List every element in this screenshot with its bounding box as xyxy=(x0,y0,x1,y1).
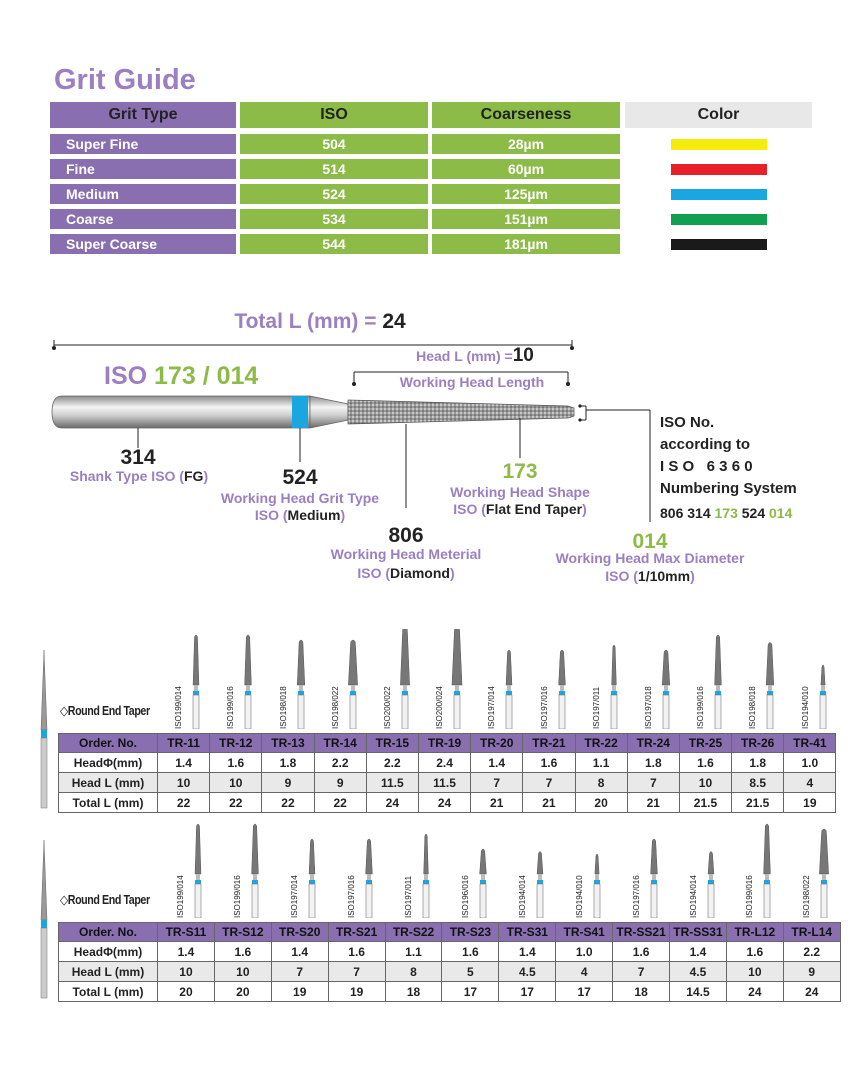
table-cell: 21 xyxy=(523,793,575,813)
table-cell: 22 xyxy=(262,793,314,813)
grit-table-row xyxy=(50,159,815,179)
bur-thumbnail xyxy=(238,629,258,729)
grit-iso-cell: 534 xyxy=(240,209,428,229)
table-cell: 1.6 xyxy=(442,942,499,962)
table-cell: 22 xyxy=(210,793,262,813)
bur-thumbnail xyxy=(343,629,363,729)
grit-color-cell xyxy=(625,234,812,254)
table-row xyxy=(58,753,836,773)
table-row xyxy=(58,773,836,793)
shape-number: 173 xyxy=(502,460,538,483)
grit-type-cell: Fine xyxy=(50,159,236,179)
iso-tag: ISO199/016 xyxy=(696,686,706,729)
table-cell: 10 xyxy=(158,773,210,793)
row-label: Order. No. xyxy=(58,922,158,942)
iso-tag: ISO197/014 xyxy=(290,875,300,918)
table-cell: TR-22 xyxy=(576,733,628,753)
grit-table-row xyxy=(50,134,815,154)
table-cell: 24 xyxy=(727,982,784,1002)
bur-thumbnail xyxy=(604,629,624,729)
table-cell: 17 xyxy=(499,982,556,1002)
table-cell: 7 xyxy=(471,773,523,793)
table-cell: 8.5 xyxy=(732,773,784,793)
iso-tag: ISO198/022 xyxy=(330,686,340,729)
table-cell: 17 xyxy=(556,982,613,1002)
iso-tag: ISO197/016 xyxy=(631,875,641,918)
grit-header-cell: Coarseness xyxy=(432,102,620,128)
table-cell: 2.4 xyxy=(419,753,471,773)
row-label: Order. No. xyxy=(58,733,158,753)
grit-table-row xyxy=(50,184,815,204)
grit-type-cell: Super Coarse xyxy=(50,234,236,254)
table-cell: 7 xyxy=(272,962,329,982)
table-cell: TR-S22 xyxy=(386,922,443,942)
grit-color-swatch xyxy=(671,239,767,250)
table-cell: 10 xyxy=(210,773,262,793)
table-cell: 11.5 xyxy=(367,773,419,793)
table-cell: 2.2 xyxy=(315,753,367,773)
table-cell: TR-11 xyxy=(158,733,210,753)
table-cell: 24 xyxy=(419,793,471,813)
table-cell: 1.8 xyxy=(262,753,314,773)
grit-color-cell xyxy=(625,159,812,179)
table-row xyxy=(58,942,841,962)
table-cell: 1.4 xyxy=(158,942,215,962)
bur-thumbnail xyxy=(447,629,467,729)
table-row xyxy=(58,922,841,942)
table-cell: 19 xyxy=(272,982,329,1002)
iso-tag: ISO197/011 xyxy=(404,875,414,918)
iso-tag: ISO199/014 xyxy=(176,875,186,918)
table-cell: TR-26 xyxy=(732,733,784,753)
grit-coarseness-cell: 60µm xyxy=(432,159,620,179)
table-cell: 1.6 xyxy=(215,942,272,962)
iso-tag: ISO197/016 xyxy=(347,875,357,918)
iso-tag: ISO197/016 xyxy=(539,686,549,729)
table-cell: TR-S41 xyxy=(556,922,613,942)
table-cell: 1.0 xyxy=(784,753,836,773)
grit-type-cell: Super Fine xyxy=(50,134,236,154)
table-cell: 18 xyxy=(386,982,443,1002)
row-label: Head L (mm) xyxy=(58,773,158,793)
round-end-taper-label: ◇Round End Taper xyxy=(60,892,150,907)
iso-tag: ISO198/022 xyxy=(802,875,812,918)
bur-thumbnail xyxy=(708,629,728,729)
table-cell: 10 xyxy=(680,773,732,793)
table-cell: 9 xyxy=(262,773,314,793)
table-cell: 7 xyxy=(628,773,680,793)
table-cell: 10 xyxy=(215,962,272,982)
grit-iso-label: ISO (Medium) xyxy=(254,507,346,523)
iso-tag: ISO194/014 xyxy=(688,875,698,918)
iso-tag: ISO196/016 xyxy=(460,875,470,918)
table-row xyxy=(58,793,836,813)
iso-tag: ISO200/022 xyxy=(382,686,392,729)
bur-thumbnail xyxy=(587,818,607,918)
table-cell: TR-S23 xyxy=(442,922,499,942)
table-cell: TR-12 xyxy=(210,733,262,753)
grit-color-cell xyxy=(625,134,812,154)
table-cell: TR-L14 xyxy=(784,922,841,942)
bur-thumbnail xyxy=(499,629,519,729)
shank-label: Shank Type ISO (FG) xyxy=(69,468,209,484)
grit-coarseness-cell: 151µm xyxy=(432,209,620,229)
iso-tag: ISO197/018 xyxy=(643,686,653,729)
table-row xyxy=(58,962,841,982)
bur-thumbnail xyxy=(186,629,206,729)
row-label: Total L (mm) xyxy=(58,982,158,1002)
table-cell: 8 xyxy=(386,962,443,982)
table-cell: TR-S31 xyxy=(499,922,556,942)
shape-iso-label: ISO (Flat End Taper) xyxy=(453,501,587,517)
iso-tag: ISO199/016 xyxy=(233,875,243,918)
grit-color-swatch xyxy=(671,164,767,175)
table-cell: TR-L12 xyxy=(727,922,784,942)
table-cell: 24 xyxy=(784,982,841,1002)
diameter-iso-label: ISO (1/10mm) xyxy=(605,568,695,584)
grit-color-swatch xyxy=(671,214,767,225)
table-cell: 1.6 xyxy=(727,942,784,962)
material-number: 806 xyxy=(388,524,424,547)
table-cell: 20 xyxy=(576,793,628,813)
table-cell: 2.2 xyxy=(784,942,841,962)
table-cell: TR-13 xyxy=(262,733,314,753)
bur-thumbnail xyxy=(813,629,833,729)
bur-thumbnail xyxy=(814,818,834,918)
side-bur-icon xyxy=(34,650,54,812)
iso-tag: ISO197/011 xyxy=(591,686,601,729)
bur-thumbnail xyxy=(552,629,572,729)
round-end-taper-label: ◇Round End Taper xyxy=(60,703,150,718)
table-cell: 8 xyxy=(576,773,628,793)
bur-thumbnail xyxy=(656,629,676,729)
iso-tag: ISO194/014 xyxy=(517,875,527,918)
bur-thumbnail xyxy=(473,818,493,918)
grit-iso-cell: 514 xyxy=(240,159,428,179)
bur-thumbnail xyxy=(245,818,265,918)
head-length-label: Head L (mm) =10 xyxy=(416,345,534,366)
diameter-number: 014 xyxy=(632,530,668,553)
grit-header-cell: Grit Type xyxy=(50,102,236,128)
working-head-length: Working Head Length xyxy=(399,374,545,390)
table-cell: 7 xyxy=(613,962,670,982)
table-cell: TR-20 xyxy=(471,733,523,753)
table-cell: TR-S11 xyxy=(158,922,215,942)
table-cell: 21.5 xyxy=(680,793,732,813)
material-label: Working Head Meterial xyxy=(330,546,482,562)
table-cell: 9 xyxy=(784,962,841,982)
table-cell: 11.5 xyxy=(419,773,471,793)
row-label: Head L (mm) xyxy=(58,962,158,982)
bur-thumbnail xyxy=(359,818,379,918)
iso-tag: ISO200/024 xyxy=(435,686,445,729)
bur-thumbnail xyxy=(188,818,208,918)
table-cell: 4 xyxy=(784,773,836,793)
shape-label: Working Head Shape xyxy=(450,484,590,500)
table-cell: TR-S20 xyxy=(272,922,329,942)
row-label: HeadΦ(mm) xyxy=(58,942,158,962)
iso-tag: ISO198/018 xyxy=(278,686,288,729)
grit-number: 524 xyxy=(282,466,318,489)
material-iso-label: ISO (Diamond) xyxy=(357,565,455,581)
grit-iso-cell: 544 xyxy=(240,234,428,254)
table-cell: 20 xyxy=(158,982,215,1002)
grit-table-row xyxy=(50,209,815,229)
table-cell: 22 xyxy=(315,793,367,813)
grit-coarseness-cell: 125µm xyxy=(432,184,620,204)
table-cell: 1.1 xyxy=(576,753,628,773)
grit-label: Working Head Grit Type xyxy=(220,490,380,506)
grit-color-cell xyxy=(625,209,812,229)
table-cell: 1.0 xyxy=(556,942,613,962)
table-cell: TR-41 xyxy=(784,733,836,753)
grit-table-row xyxy=(50,234,815,254)
table-cell: TR-S12 xyxy=(215,922,272,942)
table-cell: 1.4 xyxy=(670,942,727,962)
iso-tag: ISO198/018 xyxy=(748,686,758,729)
grit-header-cell: Color xyxy=(625,102,812,128)
side-bur-icon xyxy=(34,840,54,1002)
row-label: HeadΦ(mm) xyxy=(58,753,158,773)
grit-coarseness-cell: 28µm xyxy=(432,134,620,154)
table-cell: 1.6 xyxy=(680,753,732,773)
iso-tag: ISO194/010 xyxy=(574,875,584,918)
iso-tag: ISO199/014 xyxy=(174,686,184,729)
table-cell: TR-15 xyxy=(367,733,419,753)
table-cell: 20 xyxy=(215,982,272,1002)
table-cell: 17 xyxy=(442,982,499,1002)
table-cell: 19 xyxy=(784,793,836,813)
bur-thumbnail xyxy=(701,818,721,918)
diameter-bracket xyxy=(578,404,650,421)
table-cell: 4.5 xyxy=(499,962,556,982)
table-cell: 1.6 xyxy=(523,753,575,773)
grit-color-swatch xyxy=(671,189,767,200)
bur-thumbnail xyxy=(291,629,311,729)
table-cell: 21.5 xyxy=(732,793,784,813)
bur-thumbnail xyxy=(416,818,436,918)
table-cell: 1.4 xyxy=(158,753,210,773)
bur-thumbnail xyxy=(757,818,777,918)
bur-thumbnail xyxy=(644,818,664,918)
table-cell: 1.6 xyxy=(613,942,670,962)
bur-illustration xyxy=(52,396,574,428)
table-cell: 1.1 xyxy=(386,942,443,962)
table-cell: TR-SS21 xyxy=(613,922,670,942)
grit-iso-cell: 524 xyxy=(240,184,428,204)
table-cell: 1.6 xyxy=(329,942,386,962)
grit-table-header xyxy=(50,102,815,128)
page-title: Grit Guide xyxy=(54,64,196,96)
grit-type-cell: Coarse xyxy=(50,209,236,229)
iso-tag: ISO194/010 xyxy=(800,686,810,729)
table-cell: 2.2 xyxy=(367,753,419,773)
table-cell: TR-21 xyxy=(523,733,575,753)
table-cell: TR-19 xyxy=(419,733,471,753)
grit-header-cell: ISO xyxy=(240,102,428,128)
total-length-label: Total L (mm) = 24 xyxy=(234,310,406,333)
iso-tag: ISO199/016 xyxy=(745,875,755,918)
table-cell: 1.8 xyxy=(628,753,680,773)
diameter-label: Working Head Max Diameter xyxy=(555,550,745,566)
table-cell: TR-24 xyxy=(628,733,680,753)
table-cell: 14.5 xyxy=(670,982,727,1002)
bur-thumbnail xyxy=(302,818,322,918)
table-cell: 4.5 xyxy=(670,962,727,982)
table-cell: 19 xyxy=(329,982,386,1002)
table-cell: 1.6 xyxy=(210,753,262,773)
grit-type-cell: Medium xyxy=(50,184,236,204)
shank-number: 314 xyxy=(120,446,156,469)
bur-thumbnail xyxy=(530,818,550,918)
table-cell: 9 xyxy=(315,773,367,793)
table-cell: 7 xyxy=(329,962,386,982)
table-cell: 22 xyxy=(158,793,210,813)
grit-color-cell xyxy=(625,184,812,204)
grit-iso-cell: 504 xyxy=(240,134,428,154)
grit-color-swatch xyxy=(671,139,767,150)
table-cell: 10 xyxy=(727,962,784,982)
table-cell: 21 xyxy=(471,793,523,813)
table-cell: TR-25 xyxy=(680,733,732,753)
table-cell: 1.4 xyxy=(471,753,523,773)
row-label: Total L (mm) xyxy=(58,793,158,813)
grit-coarseness-cell: 181µm xyxy=(432,234,620,254)
table-cell: 7 xyxy=(523,773,575,793)
table-cell: 1.4 xyxy=(272,942,329,962)
table-cell: 21 xyxy=(628,793,680,813)
table-cell: 5 xyxy=(442,962,499,982)
table-cell: 18 xyxy=(613,982,670,1002)
iso-number-note: ISO No. according to I S O 6 3 6 0 Numbering System 806 314 173 524 014 xyxy=(660,414,797,521)
table-cell: 24 xyxy=(367,793,419,813)
table-cell: 1.8 xyxy=(732,753,784,773)
table-cell: 10 xyxy=(158,962,215,982)
table-cell: 4 xyxy=(556,962,613,982)
table-cell: 1.4 xyxy=(499,942,556,962)
table-cell: TR-S21 xyxy=(329,922,386,942)
table-row xyxy=(58,982,841,1002)
iso-tag: ISO199/016 xyxy=(226,686,236,729)
table-row xyxy=(58,733,836,753)
bur-thumbnail xyxy=(760,629,780,729)
table-cell: TR-14 xyxy=(315,733,367,753)
iso-tag: ISO197/014 xyxy=(487,686,497,729)
bur-thumbnail xyxy=(395,629,415,729)
table-cell: TR-SS31 xyxy=(670,922,727,942)
iso-code-heading: ISO 173 / 014 xyxy=(104,362,259,390)
